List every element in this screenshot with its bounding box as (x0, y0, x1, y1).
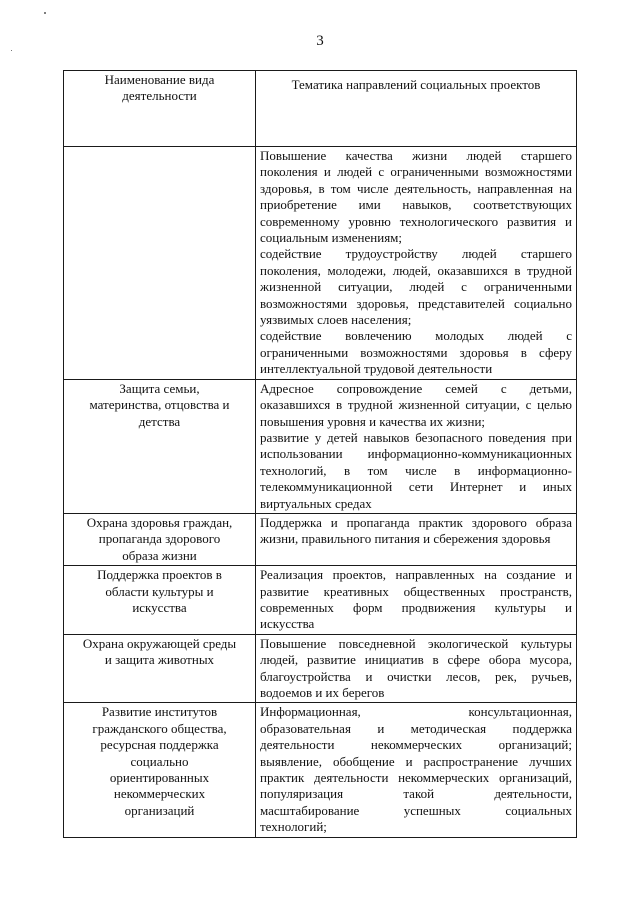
activity-line: пропаганда здорового (98, 531, 221, 547)
activity-line: материнства, отцовства и (89, 397, 230, 413)
table-row (64, 703, 577, 837)
activity-line: Развитие институтов (101, 704, 218, 720)
topic-line: образовательная и методическая поддержка (260, 720, 572, 736)
header-project-topics: Тематика направлений социальных проектов (256, 71, 577, 147)
table-row (64, 566, 577, 635)
activity-type-cell (64, 147, 256, 380)
topic-line: содействие вовлечению молодых людей с (260, 328, 572, 344)
activity-type-cell (64, 703, 256, 837)
topic-line: виртуальных средах (260, 495, 372, 511)
activity-line: образа жизни (122, 547, 197, 563)
activity-type-cell (64, 513, 256, 565)
header-line: деятельности (122, 88, 197, 104)
social-projects-table (63, 70, 577, 838)
activity-line: и защита животных (104, 652, 215, 668)
activity-line: ресурсная поддержка (100, 737, 219, 753)
topic-line: возможностями здоровья, представителей социально (260, 295, 572, 311)
activity-line: детства (138, 413, 181, 429)
topic-line: приобретение ими навыков, соответствующих (260, 197, 572, 213)
topic-line: социальным изменениям; (260, 230, 403, 246)
topic-line: технологий; (260, 819, 327, 835)
topic-line: развитие у детей навыков безопасного поведения при (260, 429, 572, 445)
topic-line: практик деятельности некоммерческих организаций, (260, 770, 572, 786)
topic-line: современному уровню технологического развития и (260, 213, 572, 229)
topic-line: поколения и людей с ограниченными возможностями (260, 164, 572, 180)
activity-line: некоммерческих (113, 786, 206, 802)
header-activity-type (64, 71, 256, 147)
topic-line: современных форм продвижения культуры и (260, 599, 572, 615)
project-topics-cell (256, 513, 577, 565)
topic-line: Адресное сопровождение семей с детьми, (260, 380, 572, 396)
table-body (64, 147, 577, 838)
topic-line: искусства (260, 616, 315, 632)
topic-line: Информационная, консультационная, (260, 704, 572, 720)
activity-line: Охрана окружающей среды (82, 635, 237, 651)
table-row (64, 379, 577, 513)
activity-line: Поддержка проектов в (97, 567, 222, 583)
project-topics-cell (256, 634, 577, 703)
activity-line: ориентированных (109, 770, 210, 786)
activity-type-cell (64, 379, 256, 513)
topic-line: технологий, в том числе в информационно- (260, 462, 572, 478)
scan-speck (11, 50, 12, 51)
topic-line: ограниченными возможностями здоровья в сферу (260, 344, 572, 360)
table-row (64, 513, 577, 565)
page-number: 3 (316, 33, 324, 49)
topic-line: благоустройства и очистки лесов, рек, ручьев, (260, 668, 572, 684)
topic-line: повышения уровня и качества их жизни; (260, 413, 486, 429)
scan-speck (44, 12, 46, 14)
topic-line: использовании информационно-коммуникационных (260, 446, 572, 462)
topic-line: Повышение качества жизни людей старшего (260, 148, 572, 163)
project-topics-cell (256, 566, 577, 635)
topic-line: жизненной ситуации, людей с ограниченными (260, 279, 572, 295)
table-row (64, 147, 577, 380)
topic-line: интеллектуальной трудовой деятельности (260, 361, 493, 377)
topic-line: развитие креативных общественных пространств, (260, 583, 572, 599)
topic-line: Повышение повседневной экологической культуры (260, 635, 572, 651)
topic-line: здоровья, в том числе деятельность, направленная на (260, 180, 572, 196)
activity-line: гражданского общества, (92, 720, 227, 736)
topic-line: уязвимых слоев населения; (260, 312, 412, 328)
activity-line: области культуры и (105, 583, 214, 599)
table-row (64, 634, 577, 703)
topic-line: водоемов и их берегов (260, 685, 385, 700)
topic-line: людей, развитие инициатив в сфере обора мусора, (260, 652, 572, 668)
project-topics-cell (256, 379, 577, 513)
topic-line: Реализация проектов, направленных на создание и (260, 567, 572, 583)
activity-line: организаций (124, 802, 195, 818)
activity-line: Защита семьи, (119, 380, 200, 396)
project-topics-cell (256, 147, 577, 380)
topic-line: Поддержка и пропаганда практик здорового образа (260, 514, 572, 530)
table-header-row (64, 71, 577, 147)
activity-line: Охрана здоровья граждан, (86, 514, 233, 530)
project-topics-cell (256, 703, 577, 837)
topic-line: жизни, правильного питания и сбережения здоровья (260, 531, 551, 547)
topic-line: деятельности некоммерческих организаций; (260, 737, 572, 753)
topic-line: поколения, молодежи, людей, оказавшихся в трудной (260, 262, 572, 278)
activity-line: искусства (132, 599, 187, 615)
header-line: Наименование вида (104, 72, 215, 87)
topic-line: содействие трудоустройству людей старшего (260, 246, 572, 262)
topic-line: выявление, обобщение и распространение лучших (260, 753, 572, 769)
activity-line: социально (130, 753, 189, 769)
topic-line: оказавшихся в трудной жизненной ситуации, с целью (260, 397, 572, 413)
activity-type-cell (64, 566, 256, 635)
activity-type-cell (64, 634, 256, 703)
topic-line: телекоммуникационной сети Интернет и иных (260, 479, 572, 495)
topic-line: популяризация такой деятельности, (260, 786, 572, 802)
topic-line: масштабирование успешных социальных (260, 802, 572, 818)
